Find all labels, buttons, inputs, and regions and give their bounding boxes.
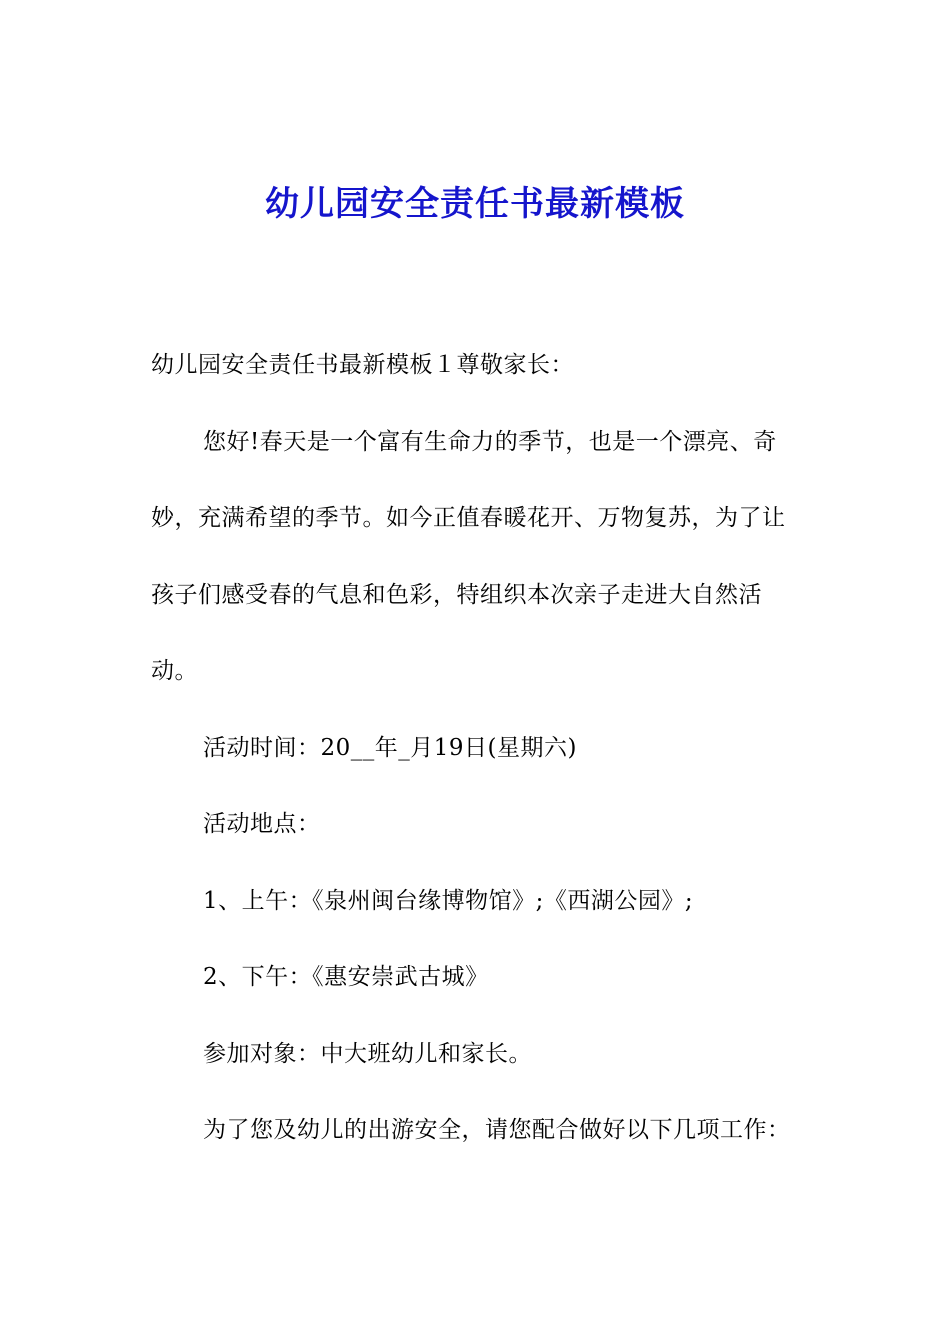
afternoon-location-paragraph: 2、下午：《惠安崇武古城》 xyxy=(203,964,489,990)
document-title: 幼儿园安全责任书最新模板 xyxy=(265,184,685,224)
cooperation-paragraph: 为了您及幼儿的出游安全，请您配合做好以下几项工作： xyxy=(203,1117,791,1143)
greeting-paragraph: 您好!春天是一个富有生命力的季节，也是一个漂亮、奇妙，充满希望的季节。如今正值春暖花开、万物复苏，为了让孩子们感受春的气息和色彩，特组织本次亲子走进大自然活动。 xyxy=(151,428,786,684)
morning-location-paragraph: 1、上午：《泉州闽台缘博物馆》;《西湖公园》; xyxy=(203,887,694,914)
participants-paragraph: 参加对象：中大班幼儿和家长。 xyxy=(203,1040,532,1067)
document-body xyxy=(151,327,801,1169)
salutation-paragraph: 幼儿园安全责任书最新模板１尊敬家长： xyxy=(151,352,574,378)
activity-time-paragraph: 活动时间：20__年_月19日(星期六) xyxy=(203,734,577,761)
activity-location-paragraph: 活动地点： xyxy=(203,811,321,837)
